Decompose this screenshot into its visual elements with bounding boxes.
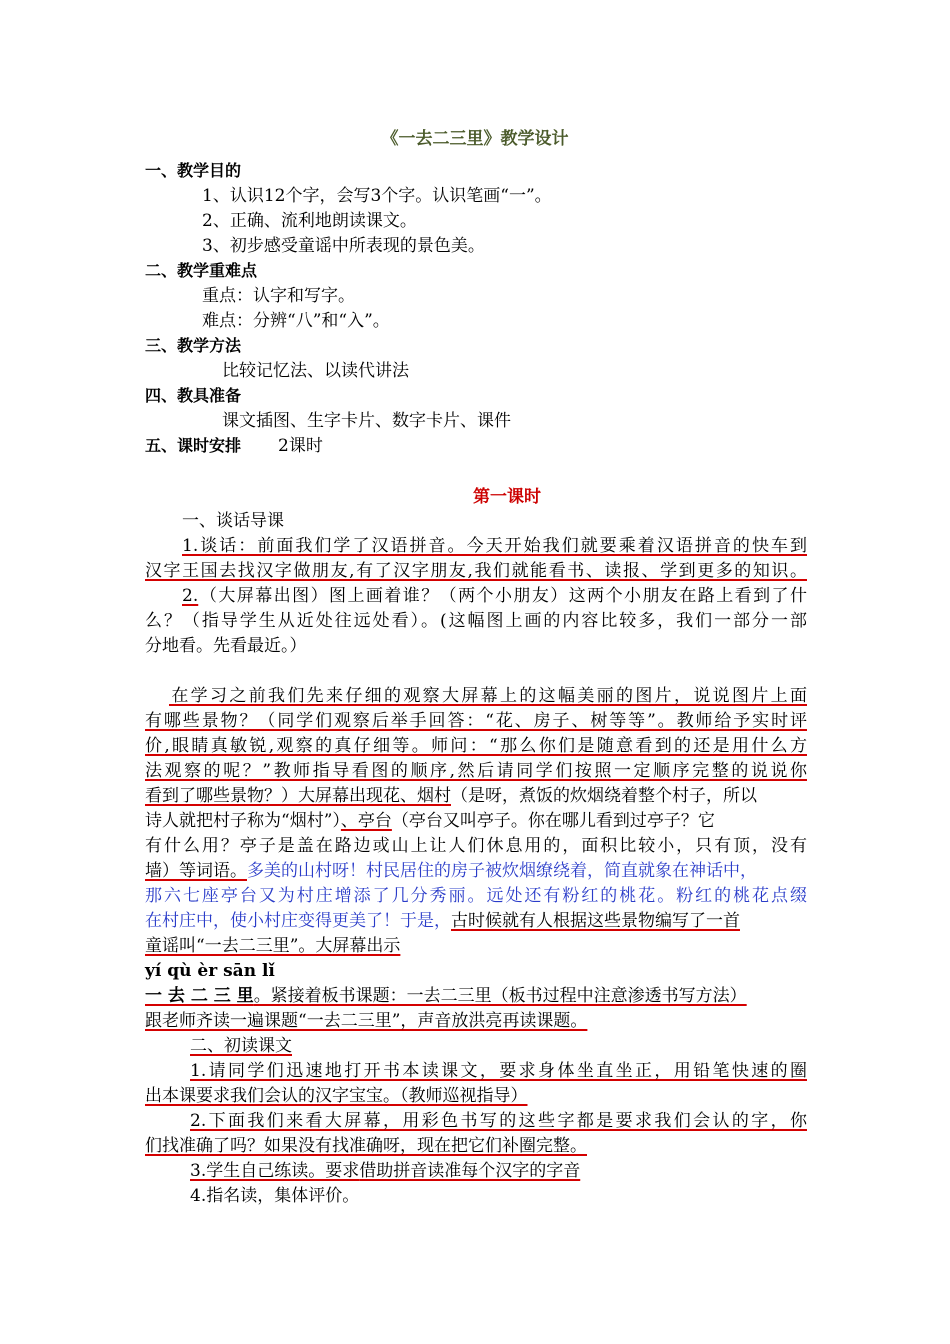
paragraph-line: 诗人就把村子称为“烟村”）、亭台（亭台又叫亭子。你在哪儿看到过亭子？它 xyxy=(145,811,715,831)
section-heading-objectives: 一、教学目的 xyxy=(145,161,242,180)
paragraph-line: 有哪些景物？（同学们观察后举手回答：“花、房子、树等等”。教师给予实时评 xyxy=(145,711,807,731)
section-heading-key-points: 二、教学重难点 xyxy=(145,261,258,280)
item-number: 2. xyxy=(182,586,199,606)
methods-text: 比较记忆法、以读代讲法 xyxy=(222,361,409,381)
section-heading-methods: 三、教学方法 xyxy=(145,336,242,355)
paragraph-line: 价,眼睛真敏锐,观察的真仔细等。师问：“那么你们是随意看到的还是用什么方 xyxy=(145,736,807,756)
objective-item: 1、认识12个字，会写3个字。认识笔画“一”。 xyxy=(202,186,552,206)
paragraph-line: 汉字王国去找汉字做朋友,有了汉字朋友,我们就能看书、读报、学到更多的知识。 xyxy=(145,561,807,581)
pinyin-line: yí qù èr sān lǐ xyxy=(145,961,275,981)
objective-item: 2、正确、流利地朗读课文。 xyxy=(202,211,417,231)
document-title: 《一去二三里》教学设计 xyxy=(381,129,569,149)
objective-item: 3、初步感受童谣中所表现的景色美。 xyxy=(202,236,485,256)
paragraph-line: 跟老师齐读一遍课题“一去二三里”，声音放洪亮再读课题。 xyxy=(145,1011,588,1031)
paragraph-line: 分地看。先看最近。） xyxy=(145,636,307,656)
key-point-item: 重点：认字和写字。 xyxy=(202,286,355,306)
paragraph-line: 么？（指导学生从近处往远处看）。(这幅图上画的内容比较多，我们一部分一部 xyxy=(145,611,807,631)
section-heading-schedule: 五、课时安排 xyxy=(145,436,242,455)
lesson-title: 第一课时 xyxy=(473,487,541,507)
part-heading-intro: 一、谈话导课 xyxy=(182,511,284,531)
paragraph-line: 1.谈话：前面我们学了汉语拼音。今天开始我们就要乘着汉语拼音的快车到 xyxy=(182,536,807,556)
paragraph-line: 出本课要求我们会认的汉字宝宝。（教师巡视指导） xyxy=(145,1086,528,1106)
paragraph-line: 3.学生自己练读。要求借助拼音读准每个汉字的字音 xyxy=(190,1161,581,1181)
paragraph-line: 那六七座亭台又为村庄增添了几分秀丽。远处还有粉红的桃花。粉红的桃花点缀 xyxy=(145,886,807,906)
part-heading-first-reading: 二、初读课文 xyxy=(190,1036,292,1056)
paragraph-line: 一 去 二 三 里。紧接着板书课题：一去二三里（板书过程中注意渗透书写方法） xyxy=(145,986,747,1006)
paragraph-line: 2.下面我们来看大屏幕，用彩色书写的这些字都是要求我们会认的字，你 xyxy=(190,1111,807,1131)
paragraph-line: 童谣叫“一去二三里”。大屏幕出示 xyxy=(145,936,401,956)
section-heading-materials: 四、教具准备 xyxy=(145,386,242,405)
paragraph-line: 们找准确了吗？如果没有找准确呀，现在把它们补圈完整。 xyxy=(145,1136,587,1156)
paragraph-line: 看到了哪些景物？）大屏幕出现花、烟村（是呀，煮饭的炊烟绕着整个村子，所以 xyxy=(145,786,757,806)
paragraph-line: 在村庄中，使小村庄变得更美了！于是，古时候就有人根据这些景物编写了一首 xyxy=(145,911,740,931)
paragraph-line: 墙）等词语。多美的山村呀！村民居住的房子被炊烟缭绕着，简直就象在神话中， xyxy=(145,861,757,881)
paragraph-line: 1.请同学们迅速地打开书本读课文，要求身体坐直坐正，用铅笔快速的圈 xyxy=(190,1061,807,1081)
materials-text: 课文插图、生字卡片、数字卡片、课件 xyxy=(222,411,511,431)
paragraph-line: （大屏幕出图）图上画着谁？（两个小朋友）这两个小朋友在路上看到了什 xyxy=(200,586,807,606)
difficult-point-item: 难点：分辨“八”和“入”。 xyxy=(202,311,390,331)
schedule-text: 2课时 xyxy=(278,436,323,456)
paragraph-line: 在学习之前我们先来仔细的观察大屏幕上的这幅美丽的图片，说说图片上面 xyxy=(169,686,807,706)
paragraph-line: 4.指名读，集体评价。 xyxy=(190,1186,360,1206)
paragraph-line: 有什么用？亭子是盖在路边或山上让人们休息用的，面积比较小，只有顶，没有 xyxy=(145,836,807,856)
paragraph-line: 法观察的呢？”教师指导看图的顺序,然后请同学们按照一定顺序完整的说说你 xyxy=(145,761,807,781)
